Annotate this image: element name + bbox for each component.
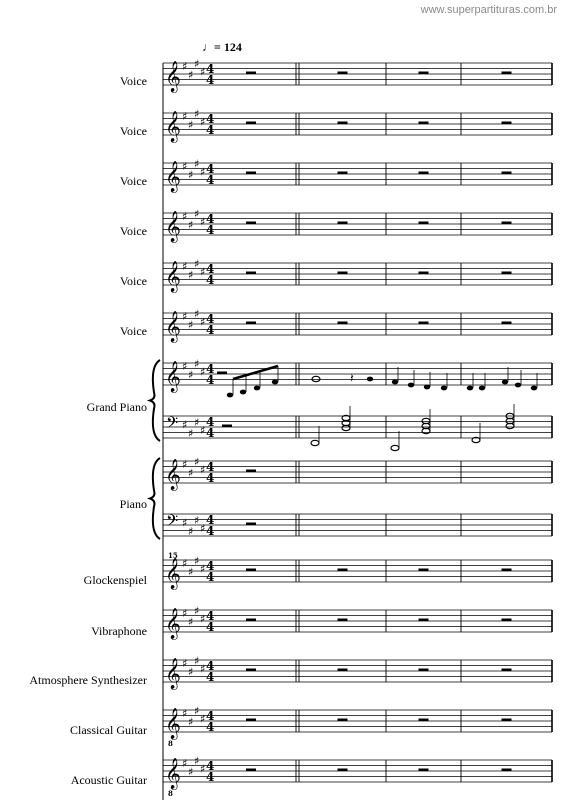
time-signature-numerator: 4 — [206, 460, 215, 474]
treble-clef-icon: 𝄞 — [165, 111, 181, 142]
sharp-icon: ♯ — [188, 368, 194, 382]
glockenspiel-octave-mark: 15 — [168, 551, 178, 560]
half-rest — [502, 272, 512, 275]
sharp-icon: ♯ — [188, 665, 194, 679]
half-rest — [246, 172, 256, 175]
half-rest — [338, 122, 348, 125]
half-rest — [502, 122, 512, 125]
half-rest — [419, 569, 429, 572]
time-signature-denominator: 4 — [206, 720, 215, 734]
half-rest — [338, 272, 348, 275]
half-rest — [419, 272, 429, 275]
time-signature-numerator: 4 — [206, 262, 215, 276]
note-head — [467, 386, 473, 391]
half-rest — [246, 272, 256, 275]
time-signature-denominator: 4 — [206, 670, 215, 684]
watermark: www.superpartituras.com.br — [420, 4, 557, 16]
sharp-icon: ♯ — [182, 210, 188, 223]
time-signature-numerator: 4 — [206, 415, 215, 429]
note-head — [240, 390, 246, 395]
half-rest — [419, 122, 429, 125]
half-rest — [338, 172, 348, 175]
half-rest — [419, 619, 429, 622]
note-head — [254, 386, 260, 391]
half-rest — [338, 322, 348, 325]
sharp-icon: ♯ — [200, 612, 206, 626]
time-signature-denominator: 4 — [206, 373, 215, 387]
half-rest — [502, 669, 512, 672]
treble-clef-icon: 𝄞 — [165, 161, 181, 192]
treble-clef-icon: 𝄞 — [165, 658, 181, 689]
sharp-icon: ♯ — [200, 463, 206, 477]
time-signature-denominator: 4 — [206, 173, 215, 187]
half-rest — [246, 669, 256, 672]
treble-clef-icon: 𝄞 — [165, 608, 181, 639]
half-rest — [502, 322, 512, 325]
staff-label-voice-2: Voice — [119, 124, 147, 138]
sharp-icon: ♯ — [194, 157, 200, 171]
half-rest — [419, 322, 429, 325]
sharp-icon: ♯ — [194, 604, 200, 618]
staff-label-voice-3: Voice — [119, 174, 147, 188]
time-signature-denominator: 4 — [206, 323, 215, 337]
sharp-icon: ♯ — [182, 160, 188, 173]
guitar-octave-mark: 8 — [168, 739, 173, 748]
sharp-icon: ♯ — [182, 657, 188, 670]
staff-label-glockenspiel: Glockenspiel — [83, 573, 147, 587]
time-signature-numerator: 4 — [206, 659, 215, 673]
half-rest — [246, 769, 256, 772]
sharp-icon: ♯ — [188, 765, 194, 779]
staff-label-voice-4: Voice — [119, 224, 147, 238]
sharp-icon: ♯ — [200, 762, 206, 776]
sharp-icon: ♯ — [194, 357, 200, 371]
half-rest — [246, 523, 256, 526]
sharp-icon: ♯ — [182, 360, 188, 373]
half-rest — [419, 222, 429, 225]
time-signature-numerator: 4 — [206, 609, 215, 623]
time-signature-denominator: 4 — [206, 223, 215, 237]
sharp-icon: ♯ — [200, 65, 206, 79]
time-signature-numerator: 4 — [206, 362, 215, 376]
time-signature-denominator: 4 — [206, 620, 215, 634]
half-rest — [338, 222, 348, 225]
half-rest — [502, 172, 512, 175]
guitar-octave-mark: 8 — [168, 789, 173, 798]
half-rest — [246, 619, 256, 622]
half-rest — [246, 322, 256, 325]
staff-label-piano: Piano — [119, 497, 147, 511]
sharp-icon: ♯ — [200, 424, 206, 437]
half-rest — [338, 569, 348, 572]
staff-label-vibraphone: Vibraphone — [91, 624, 147, 638]
note-head — [392, 380, 398, 385]
staff-label-voice-1: Voice — [119, 74, 147, 88]
half-rest — [419, 719, 429, 722]
treble-clef-icon: 𝄞 — [165, 708, 181, 739]
tempo-marking: ♩= 124 — [202, 40, 242, 54]
sharp-icon: ♯ — [188, 318, 194, 332]
time-signature-numerator: 4 — [206, 62, 215, 76]
sharp-icon: ♯ — [200, 662, 206, 676]
sharp-icon: ♯ — [194, 257, 200, 271]
note-head — [367, 377, 373, 382]
half-rest — [338, 72, 348, 75]
half-rest — [502, 769, 512, 772]
half-rest — [502, 719, 512, 722]
bass-clef-icon: 𝄢 — [166, 512, 179, 534]
half-rest — [338, 669, 348, 672]
half-rest — [246, 719, 256, 722]
time-signature-numerator: 4 — [206, 212, 215, 226]
half-rest — [217, 372, 227, 375]
sharp-icon: ♯ — [182, 260, 188, 273]
note-head — [312, 376, 320, 381]
note-head — [311, 440, 319, 445]
sharp-icon: ♯ — [188, 68, 194, 82]
sharp-icon: ♯ — [200, 265, 206, 279]
sharp-icon: ♯ — [182, 707, 188, 720]
treble-clef-icon: 𝄞 — [165, 211, 181, 242]
time-signature-denominator: 4 — [206, 770, 215, 784]
half-rest — [419, 172, 429, 175]
note-head — [515, 383, 521, 388]
half-rest — [246, 569, 256, 572]
sharp-icon: ♯ — [200, 712, 206, 726]
time-signature-numerator: 4 — [206, 162, 215, 176]
treble-clef-icon: 𝄞 — [165, 758, 181, 789]
time-signature-numerator: 4 — [206, 709, 215, 723]
sharp-icon: ♯ — [194, 57, 200, 71]
sharp-icon: ♯ — [188, 426, 194, 440]
grand-piano-brace — [150, 360, 160, 441]
staff-label-atmosphere-synthesizer: Atmosphere Synthesizer — [29, 673, 147, 687]
half-rest — [246, 222, 256, 225]
half-rest — [502, 569, 512, 572]
time-signature-numerator: 4 — [206, 312, 215, 326]
half-rest — [419, 769, 429, 772]
note-head — [502, 380, 508, 385]
time-signature-denominator: 4 — [206, 570, 215, 584]
sharp-icon: ♯ — [194, 654, 200, 668]
sharp-icon: ♯ — [200, 315, 206, 329]
sharp-icon: ♯ — [182, 60, 188, 73]
sharp-icon: ♯ — [194, 107, 200, 121]
half-rest — [246, 122, 256, 125]
treble-clef-icon: 𝄞 — [165, 61, 181, 92]
sharp-icon: ♯ — [182, 418, 188, 432]
sharp-icon: ♯ — [200, 115, 206, 129]
sharp-icon: ♯ — [200, 165, 206, 179]
time-signature-denominator: 4 — [206, 524, 215, 538]
half-rest — [246, 470, 256, 473]
sharp-icon: ♯ — [182, 516, 188, 530]
sharp-icon: ♯ — [182, 607, 188, 620]
sharp-icon: ♯ — [182, 110, 188, 123]
time-signature-numerator: 4 — [206, 112, 215, 126]
half-rest — [338, 769, 348, 772]
half-rest — [419, 72, 429, 75]
sharp-icon: ♯ — [182, 557, 188, 570]
half-rest — [419, 669, 429, 672]
sharp-icon: ♯ — [194, 307, 200, 321]
note-head — [441, 386, 447, 391]
sharp-icon: ♯ — [188, 466, 194, 480]
treble-clef-icon: 𝄞 — [165, 459, 181, 490]
time-signature-numerator: 4 — [206, 513, 215, 527]
note-head — [391, 445, 399, 450]
sharp-icon: ♯ — [194, 704, 200, 718]
note-head — [479, 386, 485, 391]
sharp-icon: ♯ — [200, 365, 206, 379]
sharp-icon: ♯ — [188, 565, 194, 579]
half-rest — [246, 72, 256, 75]
note-head — [531, 386, 537, 391]
staff-label-acoustic-guitar: Acoustic Guitar — [70, 773, 147, 787]
sharp-icon: ♯ — [200, 562, 206, 576]
sharp-icon: ♯ — [194, 554, 200, 568]
bass-clef-icon: 𝄢 — [166, 414, 179, 436]
sharp-icon: ♯ — [188, 615, 194, 629]
treble-clef-icon: 𝄞 — [165, 361, 181, 392]
sharp-icon: ♯ — [182, 458, 188, 471]
staff-label-grand-piano: Grand Piano — [86, 400, 147, 414]
sharp-icon: ♯ — [194, 207, 200, 221]
time-signature-denominator: 4 — [206, 471, 215, 485]
time-signature-denominator: 4 — [206, 426, 215, 440]
staff-label-voice-6: Voice — [119, 324, 147, 338]
staff-label-classical-guitar: Classical Guitar — [70, 723, 147, 737]
treble-clef-icon: 𝄞 — [165, 558, 181, 589]
note-head — [227, 393, 233, 398]
sharp-icon: ♯ — [182, 310, 188, 323]
half-rest — [338, 719, 348, 722]
sharp-icon: ♯ — [194, 415, 200, 429]
beam — [233, 366, 278, 379]
time-signature-denominator: 4 — [206, 123, 215, 137]
staff-label-voice-5: Voice — [119, 274, 147, 288]
half-rest — [502, 72, 512, 75]
sharp-icon: ♯ — [194, 455, 200, 469]
sharp-icon: ♯ — [188, 168, 194, 182]
sharp-icon: ♯ — [200, 215, 206, 229]
whole-rest — [222, 425, 232, 428]
sharp-icon: ♯ — [188, 218, 194, 232]
sharp-icon: ♯ — [182, 757, 188, 770]
treble-clef-icon: 𝄞 — [165, 311, 181, 342]
half-rest — [338, 619, 348, 622]
note-head — [272, 380, 278, 385]
treble-clef-icon: 𝄞 — [165, 261, 181, 292]
time-signature-numerator: 4 — [206, 559, 215, 573]
time-signature-denominator: 4 — [206, 273, 215, 287]
quarter-rest-icon: 𝄽 — [350, 371, 354, 385]
time-signature-denominator: 4 — [206, 73, 215, 87]
half-rest — [502, 619, 512, 622]
sharp-icon: ♯ — [188, 118, 194, 132]
piano-brace — [150, 458, 160, 539]
time-signature-numerator: 4 — [206, 759, 215, 773]
sharp-icon: ♯ — [188, 268, 194, 282]
sharp-icon: ♯ — [188, 715, 194, 729]
sharp-icon: ♯ — [200, 522, 206, 535]
sharp-icon: ♯ — [194, 513, 200, 527]
note-head — [408, 383, 414, 388]
sharp-icon: ♯ — [188, 524, 194, 538]
sharp-icon: ♯ — [194, 754, 200, 768]
note-head — [424, 385, 430, 390]
half-rest — [502, 222, 512, 225]
